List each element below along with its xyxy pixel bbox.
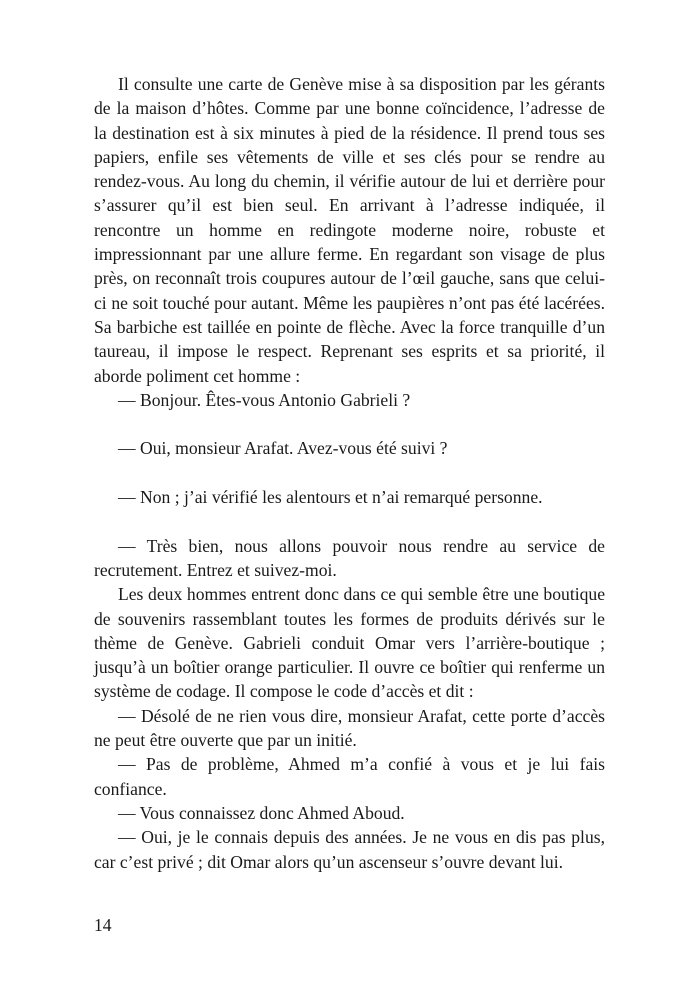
dialogue-line: — Oui, je le connais depuis des années. Je ne vous en dis pas plus, car c’est privé ; dit Omar alors qu’un ascenseur s’ouvre devant lui. bbox=[94, 827, 605, 872]
dialogue-line: — Très bien, nous allons pouvoir nous rendre au service de recrutement. Entrez et suivez-moi. bbox=[94, 535, 605, 580]
dialogue-line: — Désolé de ne rien vous dire, monsieur Arafat, cette porte d’accès ne peut être ouverte que par un initié. bbox=[94, 705, 605, 751]
page-number: 14 bbox=[94, 915, 112, 935]
dialogue-line: — Non ; j’ai vérifié les alentours et n’ai remarqué personne. bbox=[118, 487, 543, 508]
dialogue-line: — Pas de problème, Ahmed m’a confié à vous et je lui fais confiance. bbox=[94, 754, 605, 799]
dialogue-line: — Vous connaissez donc Ahmed Aboud. bbox=[118, 802, 405, 823]
dialogue-line: — Bonjour. Êtes-vous Antonio Gabrieli ? bbox=[118, 389, 411, 410]
page-body bbox=[94, 72, 605, 874]
paragraph: Il consulte une carte de Genève mise à sa disposition par les gérants de la maison d’hôtes. Comme par une bonne coïncidence, l’adresse de la destination est à six minutes à pied de la résidence. Il prend tous ses papiers, enfile ses vêtements de ville et ses clés pour se rendre au rendez-vous. Au long du chemin, il vérifie autour de lui et derrière pour s’assurer qu’il est bien seul. En arrivant à l’adresse indiquée, il rencontre un homme en redingote moderne noire, robuste et impressionnant par une allure ferme. En regardant son visage de plus près, on reconnaît trois coupures autour de l’œil gauche, sans que celui-ci ne soit touché pour autant. Même les paupières n’ont pas été lacérées. Sa barbiche est taillée en pointe de flèche. Avec la force tranquille d’un taureau, il impose le respect. Reprenant ses esprits et sa priorité, il aborde poliment cet homme : bbox=[94, 74, 605, 386]
paragraph: Les deux hommes entrent donc dans ce qui semble être une boutique de souvenirs rassemblant toutes les formes de produits dérivés sur le thème de Genève. Gabrieli conduit Omar vers l’arrière-boutique ; jusqu’à un boîtier orange particulier. Il ouvre ce boîtier qui renferme un système de codage. Il compose le code d’accès et dit : bbox=[94, 584, 605, 702]
dialogue-line: — Oui, monsieur Arafat. Avez-vous été suivi ? bbox=[118, 438, 448, 459]
